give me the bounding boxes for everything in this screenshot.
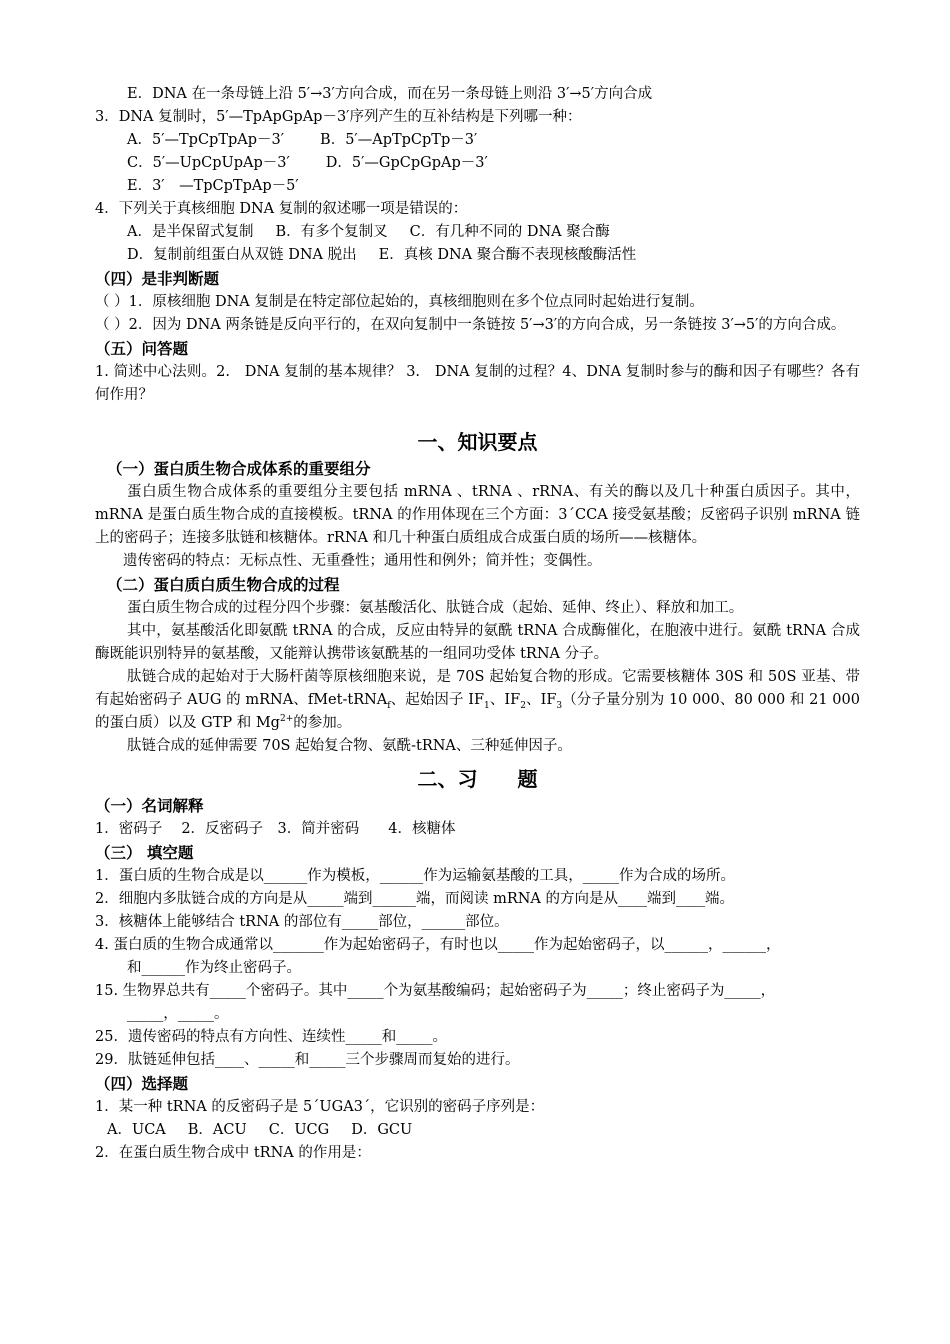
choice-1-options — [95, 1119, 860, 1142]
dna-q4-option-b: B．有多个复制叉 — [275, 224, 388, 240]
fill-2: 2．细胞内多肽链合成的方向是从_____端到______端，而阅读 mRNA 的方向是从____端到____端。 — [95, 891, 735, 907]
dna-q4-options-abc — [95, 221, 860, 244]
p5-sub-2: 2 — [520, 700, 526, 711]
dna-q4-option-d: D．复制前组蛋白从双链 DNA 脱出 — [127, 247, 357, 263]
knowledge-para-6: 肽链合成的延伸需要 70S 起始复合物、氨酰-tRNA、三种延伸因子。 — [127, 738, 572, 754]
dna-q4-option-a: A．是半保留式复制 — [127, 224, 254, 240]
choice-1: 1．某一种 tRNA 的反密码子是 5ˊUGA3ˊ，它识别的密码子序列是： — [95, 1099, 545, 1115]
knowledge-title: 一、知识要点 — [417, 430, 538, 454]
p5-sup-2plus: 2+ — [279, 714, 294, 725]
qa-questions: 1. 简述中心法则。2. DNA 复制的基本规律？ 3. DNA 复制的过程？4、DNA 复制时参与的酶和因子有哪些？各有何作用？ — [95, 364, 860, 403]
choice-1-option-c: C．UCG — [268, 1122, 330, 1138]
dna-q3-option-a: A．5′—TpCpTpAp－3′ — [127, 132, 285, 148]
exercise-title: 二、习 题 — [417, 767, 538, 791]
choice-1-option-d: D．GCU — [351, 1122, 413, 1138]
knowledge-para-5 — [95, 666, 860, 735]
knowledge-para-3: 蛋白质生物合成的过程分四个步骤：氨基酸活化、肽链合成（起始、延伸、终止）、释放和加工。 — [127, 600, 744, 616]
fill-1: 1．蛋白质的生物合成是以______作为模板，______作为运输氨基酸的工具，_____作为合成的场所。 — [95, 868, 735, 884]
knowledge-para-4: 其中，氨基酸活化即氨酰 tRNA 的合成，反应由特异的氨酰 tRNA 合成酶催化，在胞液中进行。氨酰 tRNA 合成酶既能识别特异的氨基酸，又能辩认携带该氨酰基的一组同功受体 tRNA 分子。 — [95, 623, 860, 662]
fill-15-line-2: _____，_____。 — [127, 1006, 229, 1022]
dna-q4-option-e: E．真核 DNA 聚合酶不表现核酸酶活性 — [378, 247, 637, 263]
knowledge-section-1: （一）蛋白质生物合成体系的重要组分 — [107, 460, 371, 478]
p5-part-a: 肽链合成的起始对于大肠杆菌等原核细胞来说，是 70S 起始复合物的形成。它需要核糖体 30S 和 50S 亚基、带有起始密码子 AUG 的 mRNA、fMet-tRNA — [95, 669, 860, 708]
p5-part-e: （分子量分别为 10 000、80 000 和 21 000 的蛋白质）以及 GTP 和 Mg — [95, 692, 860, 731]
p5-sub-f: f — [387, 700, 391, 711]
choice-2: 2．在蛋白质生物合成中 tRNA 的作用是： — [95, 1145, 371, 1161]
dna-q3-options-ab — [95, 129, 860, 152]
true-false-1: （ ）1．原核细胞 DNA 复制是在特定部位起始的，真核细胞则在多个位点同时起始进行复制。 — [95, 294, 704, 310]
section-true-false: （四）是非判断题 — [95, 270, 220, 288]
dna-q4-option-c: C．有几种不同的 DNA 聚合酶 — [409, 224, 610, 240]
dna-q3-option-b: B．5′—ApTpCpTp－3′ — [320, 132, 478, 148]
fill-3: 3．核糖体上能够结合 tRNA 的部位有_____部位，______部位。 — [95, 914, 509, 930]
exercise-section-terms: （一）名词解释 — [95, 797, 204, 815]
fill-25: 25．遗传密码的特点有方向性、连续性_____和_____。 — [95, 1029, 447, 1045]
dna-q3-option-d: D．5′—GpCpGpAp－3′ — [325, 155, 488, 171]
dna-q4-options-de — [95, 244, 860, 267]
exercise-section-choice: （四）选择题 — [95, 1075, 189, 1093]
section-qa: （五）问答题 — [95, 340, 189, 358]
dna-q3-options-cd — [95, 152, 860, 175]
p5-part-b: 、起始因子 IF — [390, 692, 485, 708]
fill-29: 29．肽链延伸包括____、_____和_____三个步骤周而复始的进行。 — [95, 1052, 520, 1068]
p5-part-f: 的参加。 — [293, 715, 352, 731]
choice-1-option-b: B．ACU — [187, 1122, 247, 1138]
knowledge-para-2: 遗传密码的特点：无标点性、无重叠性；通用性和例外；简并性；变偶性。 — [123, 553, 602, 569]
p5-sub-3: 3 — [556, 700, 563, 711]
fill-4-line-2: 和______作为终止密码子。 — [127, 960, 301, 976]
dna-q2-option-e: E．DNA 在一条母链上沿 5′→3′方向合成，而在另一条母链上则沿 3′→5′方向合成 — [127, 86, 653, 102]
fill-4-line-1: 4. 蛋白质的生物合成通常以_______作为起始密码子，有时也以_____作为起始密码子，以______，______， — [95, 937, 781, 953]
fill-15-line-1: 15. 生物界总共有_____个密码子。其中_____个为氨基酸编码；起始密码子为_____；终止密码子为_____， — [95, 983, 776, 999]
choice-1-option-a: A．UCA — [107, 1122, 166, 1138]
p5-sub-1: 1 — [484, 700, 490, 711]
dna-q4: 4．下列关于真核细胞 DNA 复制的叙述哪一项是错误的： — [95, 201, 468, 217]
document-content — [95, 83, 860, 1165]
dna-q3-option-c: C．5′—UpCpUpAp－3′ — [127, 155, 290, 171]
dna-q3-option-e: E．3′ —TpCpTpAp－5′ — [127, 178, 299, 194]
p5-part-d: 、IF — [525, 692, 557, 708]
knowledge-para-1: 蛋白质生物合成体系的重要组分主要包括 mRNA 、tRNA 、rRNA、有关的酶以及几十种蛋白质因子。其中，mRNA 是蛋白质生物合成的直接模板。tRNA 的作用体现在三个方面：3ˊCCA 接受氨基酸；反密码子识别 mRNA 链上的密码子；连接多肽链和核糖体。rRNA 和几十种蛋白质组成合成蛋白质的场所——核糖体。 — [95, 484, 860, 546]
p5-part-c: 、IF — [489, 692, 521, 708]
knowledge-section-2: （二）蛋白质白质生物合成的过程 — [107, 576, 340, 594]
exercise-terms: 1．密码子 2．反密码子 3．简并密码 4．核糖体 — [95, 821, 456, 837]
exercise-section-fill: （三） 填空题 — [95, 844, 194, 862]
dna-q3: 3．DNA 复制时，5′—TpApGpAp－3′序列产生的互补结构是下列哪一种： — [95, 109, 582, 125]
true-false-2: （ ）2．因为 DNA 两条链是反向平行的，在双向复制中一条链按 5′→3′的方向合成，另一条链按 3′→5′的方向合成。 — [95, 317, 846, 333]
